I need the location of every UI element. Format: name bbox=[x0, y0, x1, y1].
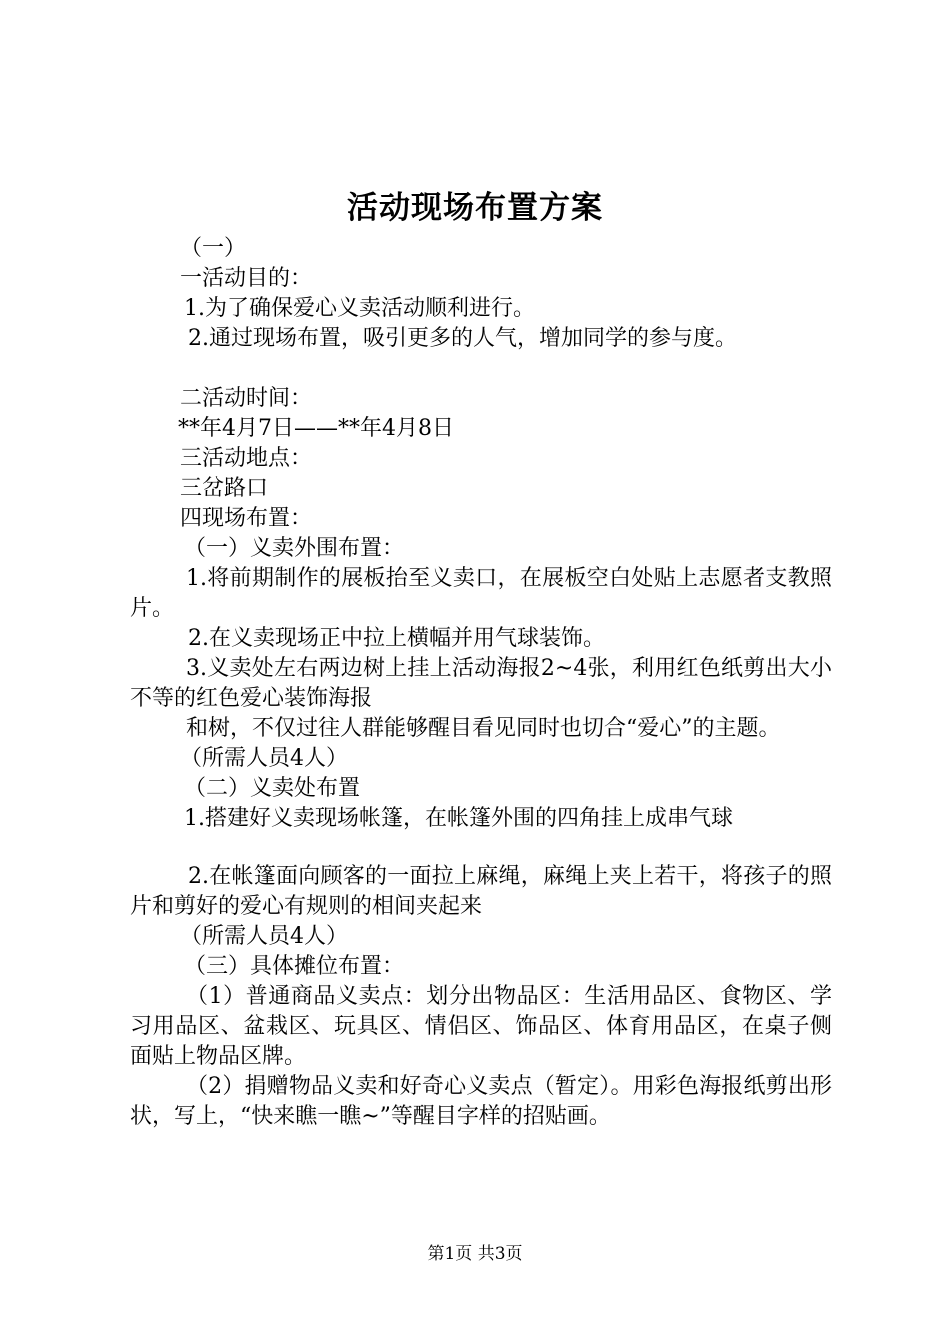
document-body bbox=[130, 234, 832, 1132]
staff-needed-2: （所需人员4人） bbox=[180, 924, 348, 949]
heading-purpose: 一活动目的： bbox=[180, 266, 313, 291]
subheading-stall-layout: （三）具体摊位布置： bbox=[184, 954, 405, 979]
outer-item-3-cont: 和树，不仅过往人群能够醒目看见同时也切合“爱心”的主题。 bbox=[186, 716, 781, 741]
blank-line bbox=[130, 354, 832, 384]
outer-item-1: 1.将前期制作的展板抬至义卖口，在展板空白处贴上志愿者支教照片。 bbox=[130, 566, 832, 621]
staff-needed-1: （所需人员4人） bbox=[180, 746, 348, 771]
heading-time: 二活动时间： bbox=[180, 386, 313, 411]
heading-layout: 四现场布置： bbox=[180, 506, 313, 531]
subheading-outer-layout: （一）义卖外围布置： bbox=[184, 536, 405, 561]
activity-time: **年4月7日——**年4月8日 bbox=[178, 416, 454, 441]
booth-item-2: 2.在帐篷面向顾客的一面拉上麻绳，麻绳上夹上若干，将孩子的照片和剪好的爱心有规则的相间夹起来 bbox=[130, 864, 832, 919]
blank-line bbox=[130, 834, 832, 862]
outer-item-3: 3.义卖处左右两边树上挂上活动海报2~4张，利用红色纸剪出大小不等的红色爱心装饰海报 bbox=[130, 656, 832, 711]
booth-item-1: 1.搭建好义卖现场帐篷，在帐篷外围的四角挂上成串气球 bbox=[184, 806, 733, 831]
page-footer: 第1页 共3页 bbox=[427, 1244, 523, 1264]
purpose-item-2: 2.通过现场布置，吸引更多的人气，增加同学的参与度。 bbox=[188, 326, 737, 351]
activity-location: 三岔路口 bbox=[180, 476, 269, 501]
heading-location: 三活动地点： bbox=[180, 446, 313, 471]
stall-item-1: （1）普通商品义卖点：划分出物品区：生活用品区、食物区、学习用品区、盆栽区、玩具区、情侣区、饰品区、体育用品区，在桌子侧面贴上物品区牌。 bbox=[130, 984, 832, 1069]
section-number: （一） bbox=[180, 236, 247, 261]
stall-item-2: （2）捐赠物品义卖和好奇心义卖点（暂定）。用彩色海报纸剪出形状，写上，“快来瞧一瞧~”等醒目字样的招贴画。 bbox=[130, 1074, 832, 1129]
purpose-item-1: 1.为了确保爱心义卖活动顺利进行。 bbox=[184, 296, 535, 321]
outer-item-2: 2.在义卖现场正中拉上横幅并用气球装饰。 bbox=[188, 626, 605, 651]
document-title: 活动现场布置方案 bbox=[347, 190, 603, 226]
subheading-booth-layout: （二）义卖处布置 bbox=[184, 776, 361, 801]
